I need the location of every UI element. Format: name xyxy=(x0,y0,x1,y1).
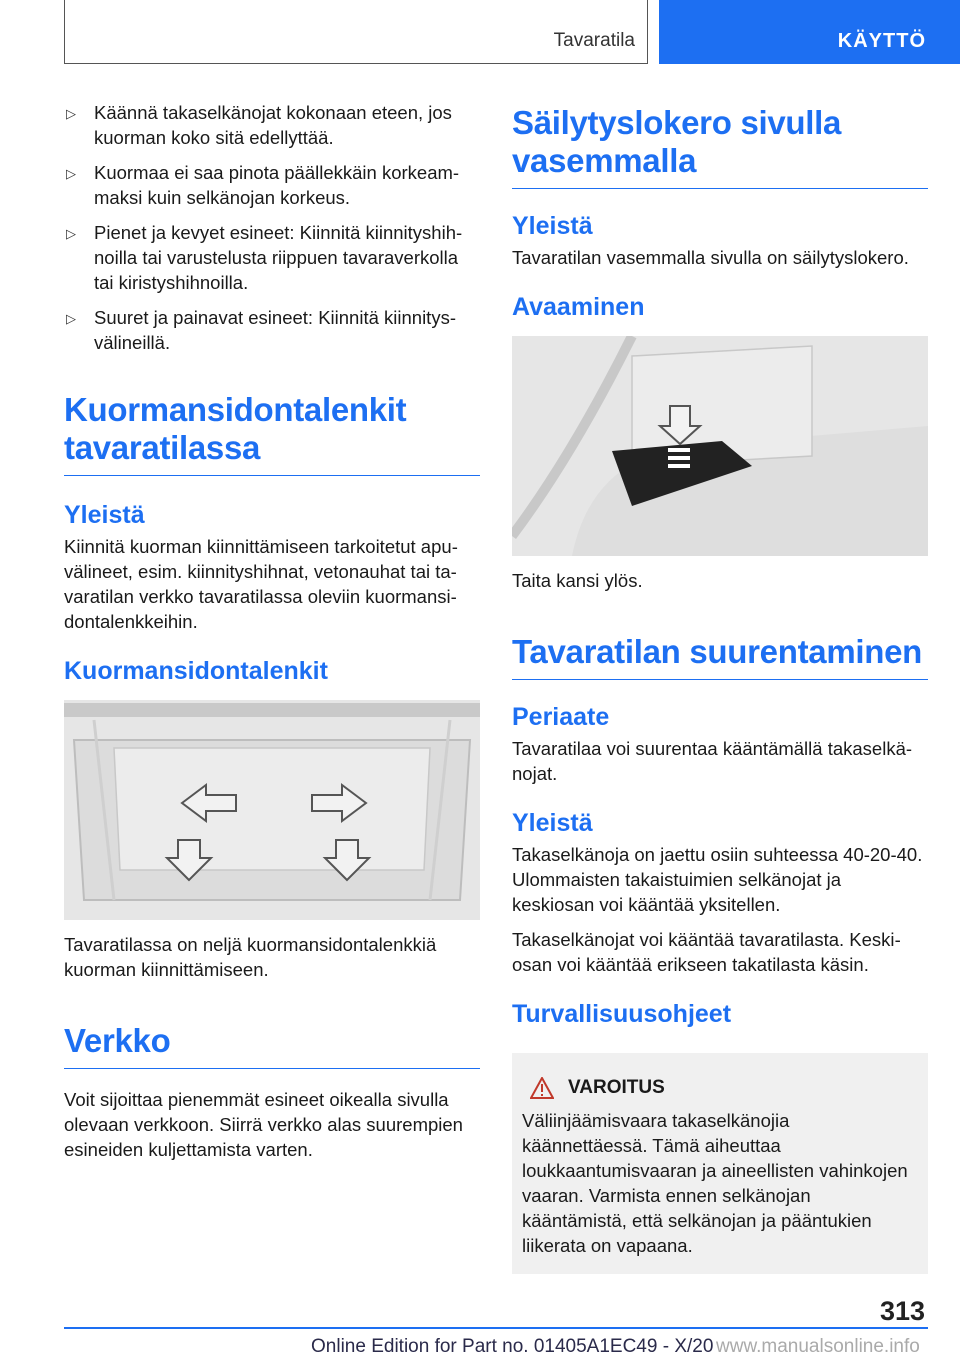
subheading-general: Yleistä xyxy=(64,501,145,529)
page-number: 313 xyxy=(880,1296,926,1326)
footer-divider xyxy=(64,1327,928,1329)
paragraph-general: Kiinnitä kuorman kiinnittämiseen tarkoitetut apuvälineet, esim. kiinnityshihnat, vetonauhat tai tavaratilan verkko tavaratilassa oleviin kuormansidontalenkkeihin. xyxy=(64,536,458,632)
subheading-general-2: Yleistä xyxy=(512,809,593,837)
subheading-safety: Turvallisuusohjeet xyxy=(512,1000,732,1028)
section-title-net: Verkko xyxy=(64,1022,480,1069)
footer-watermark: www.manualsonline.info xyxy=(716,1336,920,1357)
header-chapter-title: KÄYTTÖ xyxy=(837,30,926,52)
section-title-enlarge-trunk: Tavaratilan suurentaminen xyxy=(512,633,928,680)
subheading-general: Yleistä xyxy=(512,212,593,240)
header-section-tab xyxy=(64,0,648,64)
warning-box xyxy=(512,1053,928,1274)
paragraph-general-2: Takaselkänojat voi kääntää tavaratilasta. Keskiosan voi kääntää erikseen takatilasta käsin. xyxy=(512,929,901,975)
triangle-bullet-icon: ▷ xyxy=(66,226,76,241)
warning-text: Väliinjäämisvaara takaselkänojia käännettäessä. Tämä aiheuttaa loukkaantumisvaaran ja aineellisten vahinkojen vaaran. Varmista ennen selkänojan kääntämistä, että selkänojan ja pääntukien liikerata on vapaana. xyxy=(522,1110,908,1256)
triangle-bullet-icon: ▷ xyxy=(66,106,76,121)
trunk-tie-down-rings-illustration xyxy=(64,700,480,920)
footer-edition: Online Edition for Part no. 01405A1EC49 - X/20 xyxy=(311,1336,714,1357)
section-title-tie-down-rings: Kuormansidontalenkit tavaratilassa xyxy=(64,391,480,476)
caption-tie-down-rings: Tavaratilassa on neljä kuormansidontalenkkiä kuorman kiinnittämiseen. xyxy=(64,934,437,980)
paragraph-net: Voit sijoittaa pienemmät esineet oikealla sivulla olevaan verkkoon. Siirrä verkko alas suurempien esineiden kuljettamista varten. xyxy=(64,1089,463,1160)
subheading-opening: Avaaminen xyxy=(512,293,645,321)
header-section-title: Tavaratila xyxy=(553,30,635,51)
warning-triangle-icon xyxy=(530,1077,554,1099)
caption-opening: Taita kansi ylös. xyxy=(512,570,643,591)
list-item: ▷ Suuret ja painavat esineet: Kiinnitä kiinnitysvälineillä. xyxy=(66,307,456,353)
list-item: ▷ Pienet ja kevyet esineet: Kiinnitä kiinnityshihnoilla tai varustelusta riippuen tavaraverkolla tai kiristyshihnoilla. xyxy=(66,222,463,293)
warning-heading xyxy=(522,1075,918,1100)
paragraph-storage-general: Tavaratilan vasemmalla sivulla on säilytyslokero. xyxy=(512,247,909,268)
list-item: ▷ Kuormaa ei saa pinota päällekkäin korkeammaksi kuin selkänojan korkeus. xyxy=(66,162,460,208)
list-item: ▷ Käännä takaselkänojat kokonaan eteen, jos kuorman koko sitä edellyttää. xyxy=(66,102,452,148)
storage-compartment-illustration xyxy=(512,336,928,556)
header-chapter-tab xyxy=(659,0,960,64)
triangle-bullet-icon: ▷ xyxy=(66,166,76,181)
left-column xyxy=(64,100,480,1172)
paragraph-principle: Tavaratilaa voi suurentaa kääntämällä takaselkänojat. xyxy=(512,738,913,784)
right-column xyxy=(512,104,928,1274)
subheading-principle: Periaate xyxy=(512,703,610,731)
subheading-tie-down-rings: Kuormansidontalenkit xyxy=(64,657,328,685)
triangle-bullet-icon: ▷ xyxy=(66,311,76,326)
warning-title: VAROITUS xyxy=(568,1077,665,1098)
paragraph-general-1: Takaselkänoja on jaettu osiin suhteessa 40-20-40. Ulommaisten takaistuimien selkänojat ja keskiosan voi kääntää yksitellen. xyxy=(512,844,923,915)
section-title-storage-compartment: Säilytyslokero sivulla vasemmalla xyxy=(512,104,928,189)
